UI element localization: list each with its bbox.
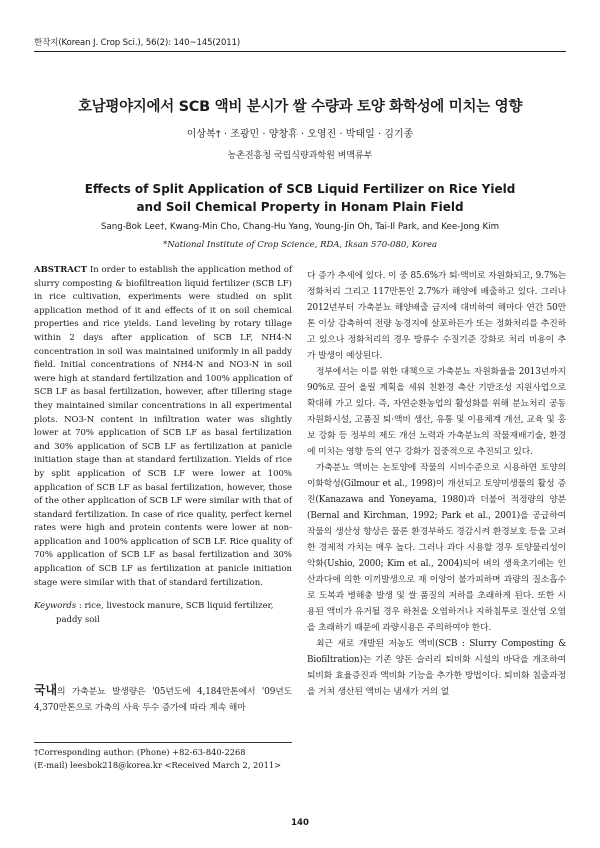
korean-authors: 이상복† · 조광민 · 양창휴 · 오영진 · 박태일 · 김기종 [186,129,414,140]
keywords-text: : rice, livestock manure, SCB liquid fertilizer, paddy soil [56,601,274,625]
footnote-divider [34,742,292,743]
footnote-line2: (E-mail) leesbok218@korea.kr <Received March 2, 2011> [34,759,282,770]
footnote-line1: †Corresponding author: (Phone) +82-63-840-2268 [34,747,246,757]
footnote [34,746,304,771]
korean-title: 호남평야지에서 SCB 액비 분시가 쌀 수량과 토양 화학성에 미치는 영향 [77,99,523,115]
keywords-label: Keywords [34,601,77,612]
paragraph-4: 최근 새로 개발된 저농도 액비(SCB : Slurry Composting & Biofiltration)는 기존 양돈 슬러리 퇴비화 시설의 바닥을 개조하여 퇴비화 효율증진과 액비화 기능을 추가한 방법이다. 퇴비화 침출과정을 거쳐 생산된 액비는 냄새가 거의 없 [307,639,566,697]
english-authors: Sang-Bok Lee†, Kwang-Min Cho, Chang-Hu Yang, Young-Jin Oh, Tai-Il Park, and Kee-Jong Kim [100,222,500,232]
paragraph-1: 다 증가 추세에 있다. 이 중 85.6%가 퇴·액비로 자원화되고, 9.7%는 정화처리 그리고 117만톤인 2.7%가 해양에 배출하고 있다. 그러나 2012년부터 가축분뇨 해양배출 금지에 대비하여 해마다 연간 50만톤 이상 감축하여 전량 농경지에 살포하든가 또는 정화처리를 추진하고 있으나 정화처리의 경우 방류수 수질기준 강화로 처리 비용이 추가 발생이 예상된다. [307,271,566,361]
paragraph-2: 정부에서는 이를 위한 대책으로 가축분뇨 자원화율을 2013년까지 90%로 끌어 올릴 계획을 세워 친환경 축산 기반조성 지원사업으로 확대해 가고 있다. 즉, 자연순환농업의 활성화를 위해 분뇨처리 공동자원화시설, 고품질 퇴·액비 생산, 유통 및 이용체계 개선, 교육 및 홍보 강화 등 정부의 제도 개선 노력과 가축분뇨의 작물재배기술, 환경에 미치는 영향 등의 연구 강화가 집중적으로 추진되고 있다. [307,367,566,457]
korean-affiliation: 농촌진흥청 국립식량과학원 벼맥류부 [227,151,373,161]
abstract-label: ABSTRACT [34,265,87,275]
introduction-start [34,682,292,716]
paragraph-3: 가축분뇨 액비는 논토양에 작물의 시비수준으로 시용하면 토양의 이화학성(Gilmour et al., 1998)이 개선되고 토양미생물의 활성 증진(Kanazawa and Yoneyama, 1980)과 더불어 적정량의 양분(Bernal and Kirchman, 1992; Park et al., 2001)을 공급하여 작물의 생산성 향상은 물론 환경부하도 경감시켜 환경보호 등을 고려한 경제적 가치는 매우 높다. 그러나 과다 시용할 경우 토양물리성이 악화(Ushio, 2000; Kim et al., 2004)되어 벼의 생육초기에는 인산과다에 의한 이끼발생으로 재 이앙이 불가피하며 과량의 질소흡수로 도복과 병해충 발생 및 쌀 품질의 저하를 초래하게 된다. 또한 시용된 액비가 유거될 경우 하천을 오염하거나 지하침투로 질산염 오염을 초래하기 때문에 과량시용은 주의하여야 한다. [307,463,566,633]
english-title [0,180,600,216]
english-affiliation: *National Institute of Crop Science, RDA, Iksan 570-080, Korea [162,240,438,250]
journal-reference: 한작지(Korean J. Crop Sci.), 56(2): 140~145(2011) [34,36,566,52]
left-column [34,264,292,627]
english-title-line1: Effects of Split Application of SCB Liquid Fertilizer on Rice Yield [84,182,516,196]
abstract-text: In order to establish the application method of slurry composting & biofiltreation liquid fertilizer (SCB LF) in rice cultivation, experiments were studied on split application method of it and effects of it on soil chemical properties and rice yields. Land leveling by rotary tillage within 2 days after application of SCB LF, NH4-N concentration in soil was maintained uniformly in all paddy field. Initial concentrations of NH4-N and NO3-N in soil were high at standard fertilization and 100% application of SCB LF as basal fertilization, however, after tillering stage they maintained similar concentrations in all experimental plots. NO3-N content in infiltration water was slightly lower at 70% application of SCB LF as basal fertilization and 30% application of SCB LF as fertilization at panicle initiation stage than at standard fertilization. Yields of rice by split application of SCB LF were lower at 100% application of SCB LF as basal fertilization, however, those of the other application of SCB LF were similar with that of standard fertilization. In case of rice quality, perfect kernel rates were high and protein contents were lower at non-application and 100% application of SCB LF. Rice quality of 70% application of SCB LF as basal fertilization and 30% application of SCB LF as fertilization at panicle initiation stage were similar with that of standard fertilization. [34,265,293,588]
keywords [34,600,292,627]
running-header [34,36,566,52]
english-title-line2: and Soil Chemical Property in Honam Plain Field [136,200,464,214]
right-column [307,268,566,700]
intro-initial: 국내 [34,683,57,697]
page-number: 140 [291,818,309,828]
intro-text: 의 가축분뇨 발생량은 '05년도에 4,184만톤에서 '09년도 4,370만톤으로 가축의 사육 두수 증가에 따라 계속 해마 [34,687,292,713]
abstract [34,264,292,590]
